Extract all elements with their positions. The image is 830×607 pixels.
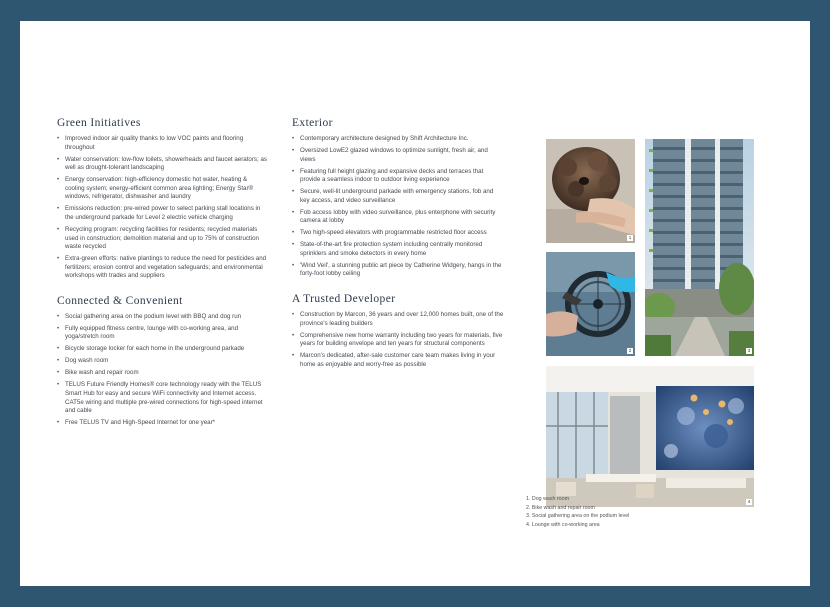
caption: 2. Bike wash and repair room <box>526 504 595 511</box>
list-item: • Bike wash and repair room <box>57 369 267 378</box>
list-item: • Recycling program: recycling facilities for residents; recycled materials used in construction; demolition material and up to 75% of construction waste recycled <box>57 226 267 252</box>
list-item: • Bicycle storage locker for each home in the underground parkade <box>57 345 267 354</box>
list-item: • Secure, well-lit underground parkade with emergency stations, fob and key access, and video surveillance <box>292 188 504 205</box>
photo-number-badge: 4 <box>747 499 751 504</box>
list-item: • Featuring full height glazing and expansive decks and terraces that provide a seamless indoor to outdoor living experience <box>292 168 504 185</box>
tower-illustration <box>645 139 754 356</box>
connected-list <box>57 313 267 428</box>
list-item: • Improved indoor air quality thanks to low VOC paints and flooring throughout <box>57 135 267 152</box>
list-item: • Contemporary architecture designed by Shift Architecture Inc. <box>292 135 504 144</box>
list-item: • Dog wash room <box>57 357 267 366</box>
photo-number-badge: 3 <box>747 348 751 353</box>
list-item: • Emissions reduction: pre-wired power to select parking stall locations in the underground parkade for Level 2 electric vehicle charging <box>57 205 267 222</box>
list-item: • Marcon's dedicated, after-sale customer care team makes living in your home as enjoyable and worry-free as possible <box>292 352 504 369</box>
photo-number-badge: 2 <box>628 348 632 353</box>
list-item: • Comprehensive new home warranty including two years for materials, five years for building envelope and ten years for structural components <box>292 332 504 349</box>
list-item: • Construction by Marcon, 36 years and over 12,000 homes built, one of the province's leading builders <box>292 311 504 328</box>
caption: 1. Dog wash room <box>526 496 569 502</box>
lounge-illustration <box>546 366 754 507</box>
caption: 4. Lounge with co-working area <box>526 522 600 529</box>
green-initiatives-list <box>57 135 267 281</box>
developer-list <box>292 311 504 369</box>
dog-wash-photo <box>546 139 635 243</box>
list-item: • TELUS Future Friendly Homes® core technology ready with the TELUS Smart Hub for easy and secure WiFi connectivity and Internet access. CAT5e wiring and multiple pre-wired connections for high-speed internet and cable <box>57 381 267 415</box>
tower-podium-photo <box>645 139 754 356</box>
list-item: • Fully equipped fitness centre, lounge with co-working area, and yoga/stretch room <box>57 325 267 342</box>
list-item: • Social gathering area on the podium level with BBQ and dog run <box>57 313 267 322</box>
left-column <box>57 117 267 431</box>
developer-heading: A Trusted Developer <box>292 293 396 306</box>
bike-repair-photo <box>546 252 635 356</box>
photo-number-badge: 1 <box>628 235 632 240</box>
list-item: • Oversized LowE2 glazed windows to optimize sunlight, fresh air, and views <box>292 147 504 164</box>
list-item: • Water conservation: low-flow toilets, showerheads and faucet aerators; as well as drought-tolerant landscaping <box>57 156 267 173</box>
exterior-heading: Exterior <box>292 117 333 129</box>
list-item: • State-of-the-art fire protection system including centrally monitored sprinklers and smoke detectors in every home <box>292 241 504 258</box>
list-item: • 'Wind Veil', a stunning public art piece by Catherine Widgery, hangs in the forty-foot lobby ceiling <box>292 262 504 279</box>
list-item: • Two high-speed elevators with programmable restricted floor access <box>292 229 504 238</box>
caption: 3. Social gathering area on the podium level <box>526 513 630 520</box>
middle-column <box>292 117 504 373</box>
photo-captions <box>526 495 746 530</box>
exterior-list <box>292 135 504 279</box>
lounge-photo <box>546 366 754 507</box>
list-item: • Extra-green efforts: native plantings to reduce the need for pesticides and fertilizers; erosion control and vegetation safeguards; and environmental workshops with trades and suppliers <box>57 255 267 281</box>
connected-heading: Connected & Convenient <box>57 294 183 307</box>
list-item: • Free TELUS TV and High-Speed Internet for one year* <box>57 419 267 428</box>
dog-illustration <box>546 139 635 243</box>
list-item: • Fob access lobby with video surveillance, plus enterphone with security camera at lobby <box>292 209 504 226</box>
list-item: • Energy conservation: high-efficiency domestic hot water, heating & cooling system; energy-efficient common area lighting; Energy Star® windows, refrigerator, dishwasher and laundry <box>57 176 267 202</box>
bike-illustration <box>546 252 635 356</box>
green-initiatives-heading: Green Initiatives <box>57 117 141 129</box>
